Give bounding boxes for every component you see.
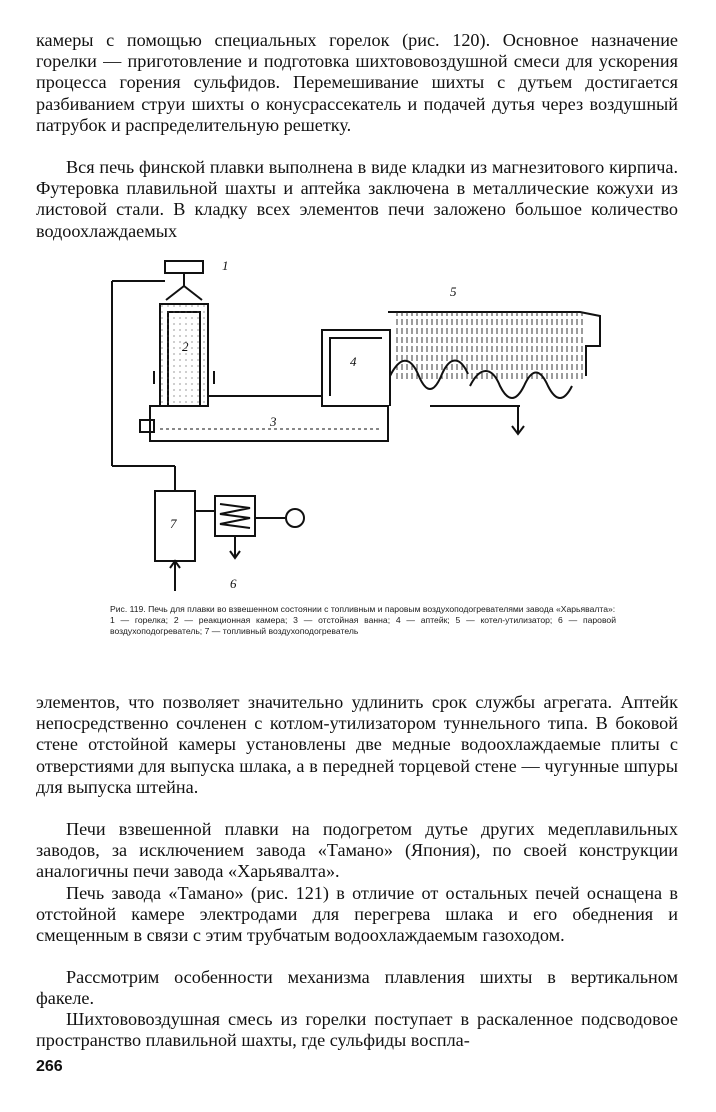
label-3: 3 [270,414,277,429]
figure-caption [110,604,616,638]
burner [165,261,203,300]
page-number: 266 [36,1058,63,1075]
caption-legend: 1 — горелка; 2 — реакционная камера; 3 — отстойная ванна; 4 — аптейк; 5 — котел-утилизатор; 6 — паровой воздухоподогреватель; 7 — топливный воздухоподогреватель [110,615,616,637]
paragraph-5: Печь завода «Тамано» (рис. 121) в отличие от остальных печей оснащена в отстойной камере электродами для перегрева шлака и его обеднения и смещенным в связи с этим трубчатым водоохлаждаемым газоходом. [36,883,678,946]
furnace-diagram [100,256,620,606]
boiler [388,312,600,434]
label-5: 5 [450,284,457,299]
label-1: 1 [222,258,229,273]
paragraph-7: Шихтововоздушная смесь из горелки поступает в раскаленное подсводовое пространство плавильной шахты, где сульфиды воспла- [36,1009,678,1051]
caption-title: Рис. 119. Печь для плавки во взвешенном состоянии с топливным и паровым воздухоподогревателями завода «Харьявалта»: [110,604,616,614]
paragraph-2: Вся печь финской плавки выполнена в виде кладки из магнезитового кирпича. Футеровка плавильной шахты и аптейка заключена в металлические кожухи из листовой стали. В кладку всех элементов печи заложено большое количество водоохлаждаемых [36,157,678,241]
label-7: 7 [170,516,177,531]
label-6: 6 [230,576,237,591]
paragraph-3: элементов, что позволяет значительно удлинить срок службы агрегата. Аптейк непосредственно сочленен с котлом-утилизатором туннельного типа. В боковой стене отстойной камеры установлены две медные водоохлаждаемые плиты с отверстиями для выпуска шлака, а в передней торцевой стене — чугунные шпуры для выпуска штейна. [36,692,678,797]
label-4: 4 [350,354,357,369]
label-2: 2 [182,339,189,354]
paragraph-6: Рассмотрим особенности механизма плавления шихты в вертикальном факеле. [36,967,678,1009]
paragraph-1: камеры с помощью специальных горелок (рис. 120). Основное назначение горелки — приготовление и подготовка шихтововоздушной смеси для ускорения процесса горения сульфидов. Перемешивание шихты с дутьем достигается разбиванием струи шихты о конусрассекатель и подачей дутья через воздушный патрубок и распределительную решетку. [36,30,678,135]
paragraph-4: Печи взвешенной плавки на подогретом дутье других медеплавильных заводов, за исключением завода «Тамано» (Япония), по своей конструкции аналогичны печи завода «Харьявалта». [36,819,678,882]
reaction-shaft [154,304,214,406]
